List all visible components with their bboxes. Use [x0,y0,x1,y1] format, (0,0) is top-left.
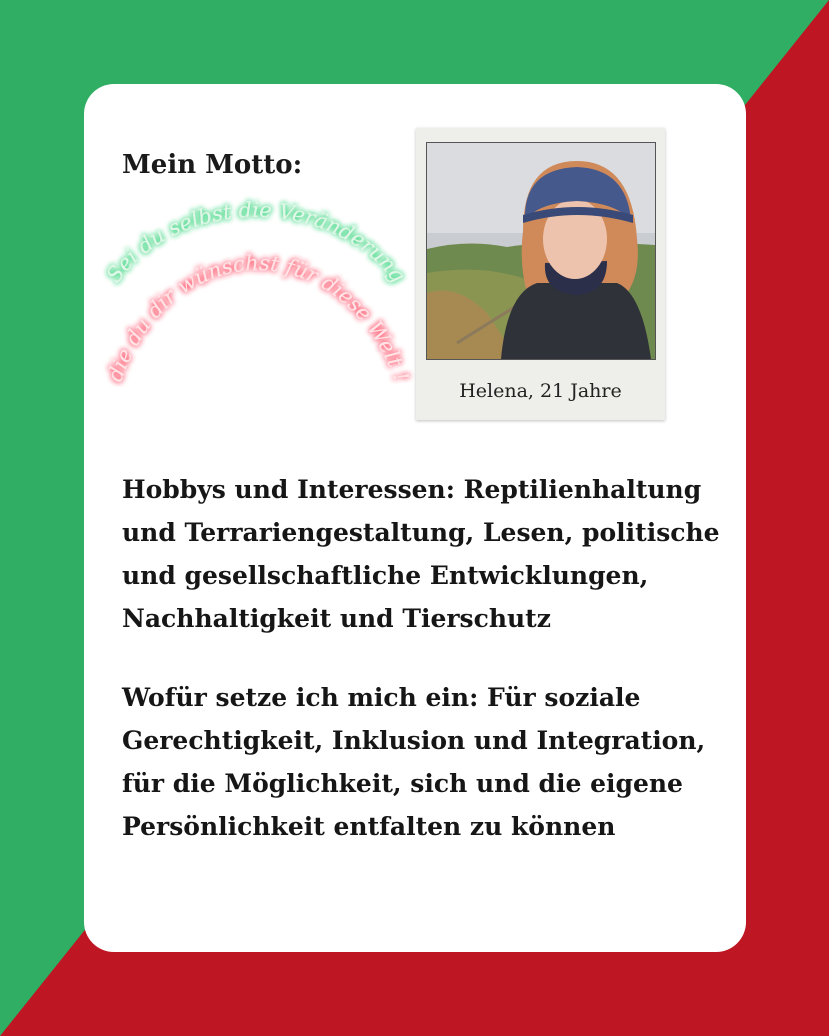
motto-line-2: die du dir wünschst für diese Welt ! [102,250,414,385]
polaroid-frame [416,128,665,420]
motto-arc [80,195,430,470]
engagement-text: Wofür setze ich mich ein: Für soziale Gerechtigkeit, Inklusion und Integration, für die Möglichkeit, sich und die eigene Persönlichkeit entfalten zu können [122,683,706,841]
motto-label: Mein Motto: [122,150,303,180]
photo-caption: Helena, 21 Jahre [459,380,622,402]
motto-line-1: Sei du selbst die Veränderung [101,197,411,287]
portrait-photo [426,142,656,360]
hobbies-text: Hobbys und Interessen: Reptilienhaltung und Terrariengestaltung, Lesen, politische und gesellschaftliche Entwicklungen, Nachhaltigkeit und Tierschutz [122,475,720,633]
